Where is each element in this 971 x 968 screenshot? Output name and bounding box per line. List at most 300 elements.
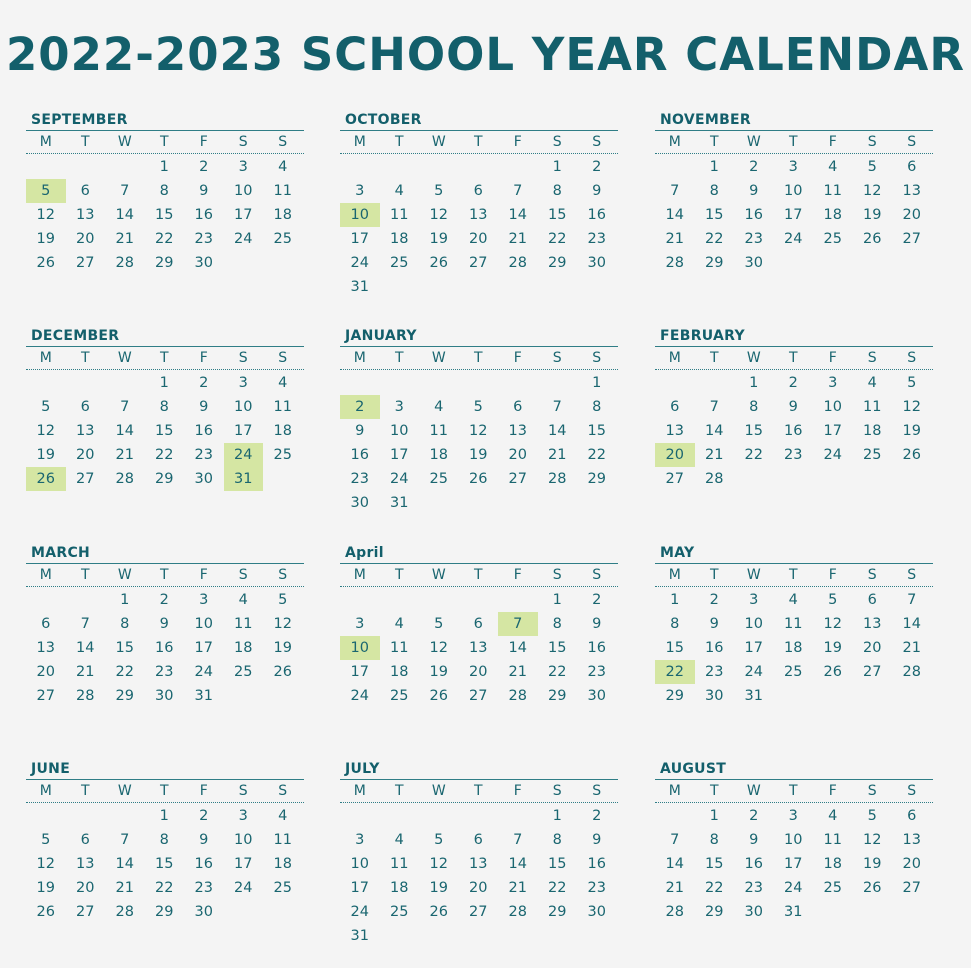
day-cell: 18 <box>863 423 882 439</box>
day-cell: 12 <box>823 616 842 632</box>
day-cell: 18 <box>784 640 803 656</box>
day-cell: 26 <box>36 904 55 920</box>
day-cell: 28 <box>548 471 567 487</box>
weekday-header <box>340 131 618 154</box>
day-cell: 27 <box>469 688 488 704</box>
day-cell: 26 <box>36 255 55 271</box>
day-cell: 5 <box>473 399 483 415</box>
day-cell: 3 <box>238 375 248 391</box>
highlighted-day-cell: 31 <box>224 467 264 491</box>
weekday-label: T <box>473 350 483 366</box>
day-cell: 27 <box>469 904 488 920</box>
day-cell: 8 <box>159 399 169 415</box>
day-cell: 21 <box>665 880 684 896</box>
day-cell: 16 <box>705 640 724 656</box>
day-cell: 10 <box>234 399 253 415</box>
day-cell: 5 <box>907 375 917 391</box>
day-cell: 2 <box>159 592 169 608</box>
day-cell: 2 <box>199 808 209 824</box>
day-cell: 16 <box>155 640 174 656</box>
day-cell: 5 <box>41 832 51 848</box>
weekday-label: S <box>907 783 917 799</box>
day-cell: 7 <box>120 832 130 848</box>
day-cell: 3 <box>355 616 365 632</box>
day-cell: 18 <box>823 207 842 223</box>
weekday-label: M <box>353 783 366 799</box>
day-cell: 11 <box>784 616 803 632</box>
day-cell: 1 <box>749 375 759 391</box>
days-grid <box>26 154 304 275</box>
day-cell: 11 <box>823 183 842 199</box>
day-cell: 15 <box>155 856 174 872</box>
day-cell: 13 <box>76 856 95 872</box>
empty-day-cell <box>340 588 380 612</box>
day-cell: 26 <box>863 880 882 896</box>
day-cell: 12 <box>863 183 882 199</box>
day-cell: 10 <box>390 423 409 439</box>
weekday-label: M <box>353 134 366 150</box>
day-cell: 17 <box>194 640 213 656</box>
day-cell: 18 <box>273 856 292 872</box>
weekday-label: F <box>199 567 208 583</box>
day-cell: 19 <box>863 856 882 872</box>
day-cell: 13 <box>76 207 95 223</box>
day-cell: 24 <box>350 904 369 920</box>
day-cell: 31 <box>744 688 763 704</box>
day-cell: 17 <box>744 640 763 656</box>
day-cell: 20 <box>508 447 527 463</box>
day-cell: 10 <box>784 832 803 848</box>
day-cell: 24 <box>784 231 803 247</box>
day-cell: 6 <box>473 183 483 199</box>
day-cell: 23 <box>784 447 803 463</box>
day-cell: 15 <box>155 207 174 223</box>
weekday-label: S <box>592 567 602 583</box>
weekday-label: F <box>199 350 208 366</box>
day-cell: 17 <box>823 423 842 439</box>
day-cell: 4 <box>867 375 877 391</box>
day-cell: 1 <box>670 592 680 608</box>
weekday-label: T <box>709 134 719 150</box>
month-march <box>26 544 304 708</box>
weekday-label: S <box>592 783 602 799</box>
day-cell: 30 <box>705 688 724 704</box>
month-name: MARCH <box>26 544 304 564</box>
weekday-label: W <box>746 350 761 366</box>
empty-day-cell <box>340 804 380 828</box>
day-cell: 28 <box>115 471 134 487</box>
day-cell: 8 <box>749 399 759 415</box>
day-cell: 11 <box>390 856 409 872</box>
day-cell: 16 <box>350 447 369 463</box>
day-cell: 16 <box>587 207 606 223</box>
day-cell: 1 <box>120 592 130 608</box>
weekday-label: S <box>278 567 288 583</box>
weekday-header <box>655 780 933 803</box>
weekday-label: T <box>80 134 90 150</box>
day-cell: 15 <box>548 207 567 223</box>
empty-day-cell <box>655 371 695 395</box>
day-cell: 11 <box>429 423 448 439</box>
weekday-label: T <box>788 134 798 150</box>
empty-day-cell <box>380 588 420 612</box>
day-cell: 1 <box>709 159 719 175</box>
day-cell: 19 <box>902 423 921 439</box>
day-cell: 24 <box>350 255 369 271</box>
weekday-label: S <box>907 350 917 366</box>
days-grid <box>655 803 933 924</box>
day-cell: 25 <box>273 231 292 247</box>
day-cell: 21 <box>902 640 921 656</box>
day-cell: 20 <box>469 664 488 680</box>
weekday-label: T <box>394 350 404 366</box>
day-cell: 3 <box>199 592 209 608</box>
day-cell: 23 <box>744 880 763 896</box>
day-cell: 9 <box>749 183 759 199</box>
weekday-label: F <box>828 134 837 150</box>
day-cell: 11 <box>390 207 409 223</box>
day-cell: 23 <box>155 664 174 680</box>
day-cell: 9 <box>749 832 759 848</box>
day-cell: 7 <box>552 399 562 415</box>
day-cell: 14 <box>665 207 684 223</box>
day-cell: 20 <box>902 856 921 872</box>
day-cell: 19 <box>469 447 488 463</box>
day-cell: 1 <box>552 592 562 608</box>
day-cell: 10 <box>744 616 763 632</box>
month-name: AUGUST <box>655 760 933 780</box>
day-cell: 3 <box>238 808 248 824</box>
day-cell: 28 <box>115 255 134 271</box>
day-cell: 27 <box>36 688 55 704</box>
day-cell: 27 <box>469 255 488 271</box>
day-cell: 15 <box>155 423 174 439</box>
weekday-label: W <box>746 783 761 799</box>
day-cell: 26 <box>273 664 292 680</box>
day-cell: 18 <box>273 207 292 223</box>
weekday-label: W <box>117 134 132 150</box>
days-grid <box>340 803 618 948</box>
day-cell: 6 <box>907 808 917 824</box>
day-cell: 16 <box>784 423 803 439</box>
day-cell: 31 <box>350 928 369 944</box>
weekday-label: T <box>394 134 404 150</box>
day-cell: 11 <box>234 616 253 632</box>
day-cell: 13 <box>469 640 488 656</box>
weekday-header <box>655 347 933 370</box>
day-cell: 22 <box>705 231 724 247</box>
weekday-label: T <box>159 350 169 366</box>
day-cell: 6 <box>80 399 90 415</box>
weekday-label: F <box>828 567 837 583</box>
day-cell: 23 <box>587 231 606 247</box>
day-cell: 12 <box>36 423 55 439</box>
weekday-label: T <box>394 783 404 799</box>
days-grid <box>26 803 304 924</box>
day-cell: 3 <box>394 399 404 415</box>
month-name: JULY <box>340 760 618 780</box>
day-cell: 19 <box>36 231 55 247</box>
day-cell: 5 <box>867 808 877 824</box>
day-cell: 31 <box>194 688 213 704</box>
weekday-header <box>655 131 933 154</box>
day-cell: 13 <box>902 183 921 199</box>
day-cell: 24 <box>390 471 409 487</box>
day-cell: 21 <box>115 231 134 247</box>
empty-day-cell <box>419 371 459 395</box>
weekday-header <box>26 564 304 587</box>
day-cell: 1 <box>159 808 169 824</box>
weekday-label: F <box>828 350 837 366</box>
day-cell: 7 <box>907 592 917 608</box>
day-cell: 25 <box>273 447 292 463</box>
empty-day-cell <box>26 155 66 179</box>
day-cell: 13 <box>36 640 55 656</box>
weekday-header <box>26 347 304 370</box>
days-grid <box>655 587 933 708</box>
weekday-label: M <box>668 350 681 366</box>
day-cell: 21 <box>508 880 527 896</box>
day-cell: 19 <box>863 207 882 223</box>
days-grid <box>340 587 618 708</box>
empty-day-cell <box>419 588 459 612</box>
day-cell: 19 <box>823 640 842 656</box>
empty-day-cell <box>105 155 145 179</box>
days-grid <box>340 370 618 515</box>
day-cell: 20 <box>76 880 95 896</box>
day-cell: 25 <box>390 688 409 704</box>
empty-day-cell <box>498 804 538 828</box>
day-cell: 18 <box>390 231 409 247</box>
day-cell: 23 <box>744 231 763 247</box>
day-cell: 12 <box>863 832 882 848</box>
day-cell: 21 <box>705 447 724 463</box>
day-cell: 21 <box>508 664 527 680</box>
day-cell: 12 <box>902 399 921 415</box>
day-cell: 27 <box>508 471 527 487</box>
day-cell: 14 <box>115 423 134 439</box>
day-cell: 24 <box>784 880 803 896</box>
day-cell: 22 <box>705 880 724 896</box>
day-cell: 25 <box>234 664 253 680</box>
day-cell: 28 <box>115 904 134 920</box>
weekday-label: T <box>788 783 798 799</box>
day-cell: 8 <box>709 832 719 848</box>
day-cell: 2 <box>199 375 209 391</box>
day-cell: 3 <box>749 592 759 608</box>
day-cell: 23 <box>194 880 213 896</box>
days-grid <box>26 587 304 708</box>
day-cell: 19 <box>36 447 55 463</box>
month-january <box>340 327 618 515</box>
day-cell: 18 <box>234 640 253 656</box>
day-cell: 3 <box>355 832 365 848</box>
empty-day-cell <box>419 155 459 179</box>
empty-day-cell <box>26 371 66 395</box>
weekday-label: W <box>117 783 132 799</box>
day-cell: 6 <box>80 183 90 199</box>
weekday-label: F <box>513 134 522 150</box>
day-cell: 30 <box>744 255 763 271</box>
day-cell: 16 <box>194 856 213 872</box>
day-cell: 19 <box>429 664 448 680</box>
empty-day-cell <box>655 804 695 828</box>
day-cell: 12 <box>429 856 448 872</box>
day-cell: 26 <box>429 904 448 920</box>
day-cell: 18 <box>273 423 292 439</box>
weekday-label: M <box>39 783 52 799</box>
day-cell: 2 <box>592 592 602 608</box>
day-cell: 11 <box>273 183 292 199</box>
highlighted-day-cell: 2 <box>340 395 380 419</box>
month-november <box>655 111 933 275</box>
day-cell: 4 <box>434 399 444 415</box>
day-cell: 5 <box>434 616 444 632</box>
weekday-header <box>340 564 618 587</box>
empty-day-cell <box>380 155 420 179</box>
day-cell: 22 <box>155 231 174 247</box>
day-cell: 14 <box>115 856 134 872</box>
day-cell: 28 <box>508 688 527 704</box>
day-cell: 2 <box>749 808 759 824</box>
day-cell: 16 <box>744 856 763 872</box>
month-august <box>655 760 933 924</box>
day-cell: 28 <box>665 904 684 920</box>
day-cell: 23 <box>705 664 724 680</box>
day-cell: 27 <box>76 904 95 920</box>
day-cell: 8 <box>159 183 169 199</box>
weekday-label: W <box>746 567 761 583</box>
month-september <box>26 111 304 275</box>
day-cell: 1 <box>592 375 602 391</box>
day-cell: 9 <box>788 399 798 415</box>
empty-day-cell <box>695 371 735 395</box>
day-cell: 29 <box>155 904 174 920</box>
day-cell: 10 <box>234 183 253 199</box>
day-cell: 4 <box>394 616 404 632</box>
empty-day-cell <box>459 371 499 395</box>
day-cell: 21 <box>115 447 134 463</box>
highlighted-day-cell: 20 <box>655 443 695 467</box>
day-cell: 20 <box>469 231 488 247</box>
empty-day-cell <box>66 155 106 179</box>
weekday-label: M <box>353 350 366 366</box>
day-cell: 20 <box>76 231 95 247</box>
day-cell: 8 <box>709 183 719 199</box>
empty-day-cell <box>340 371 380 395</box>
day-cell: 5 <box>434 183 444 199</box>
day-cell: 9 <box>355 423 365 439</box>
day-cell: 2 <box>749 159 759 175</box>
empty-day-cell <box>380 804 420 828</box>
day-cell: 16 <box>587 856 606 872</box>
weekday-label: W <box>117 567 132 583</box>
day-cell: 5 <box>278 592 288 608</box>
day-cell: 29 <box>548 904 567 920</box>
day-cell: 16 <box>194 423 213 439</box>
day-cell: 21 <box>508 231 527 247</box>
day-cell: 4 <box>278 808 288 824</box>
day-cell: 20 <box>902 207 921 223</box>
weekday-label: S <box>552 783 562 799</box>
month-name: OCTOBER <box>340 111 618 131</box>
day-cell: 5 <box>867 159 877 175</box>
day-cell: 9 <box>709 616 719 632</box>
day-cell: 7 <box>670 832 680 848</box>
day-cell: 17 <box>350 664 369 680</box>
day-cell: 7 <box>513 183 523 199</box>
weekday-label: W <box>431 567 446 583</box>
day-cell: 22 <box>548 880 567 896</box>
day-cell: 4 <box>394 832 404 848</box>
day-cell: 29 <box>587 471 606 487</box>
empty-day-cell <box>66 588 106 612</box>
day-cell: 17 <box>350 231 369 247</box>
day-cell: 23 <box>194 447 213 463</box>
day-cell: 29 <box>548 255 567 271</box>
day-cell: 11 <box>863 399 882 415</box>
day-cell: 2 <box>788 375 798 391</box>
day-cell: 2 <box>592 808 602 824</box>
weekday-label: T <box>80 567 90 583</box>
day-cell: 30 <box>350 495 369 511</box>
day-cell: 17 <box>784 856 803 872</box>
day-cell: 12 <box>273 616 292 632</box>
day-cell: 30 <box>744 904 763 920</box>
day-cell: 14 <box>76 640 95 656</box>
day-cell: 27 <box>863 664 882 680</box>
day-cell: 17 <box>234 207 253 223</box>
day-cell: 28 <box>665 255 684 271</box>
weekday-label: M <box>668 567 681 583</box>
weekday-label: S <box>867 783 877 799</box>
day-cell: 10 <box>823 399 842 415</box>
month-name: JUNE <box>26 760 304 780</box>
day-cell: 8 <box>159 832 169 848</box>
day-cell: 3 <box>355 183 365 199</box>
day-cell: 8 <box>552 616 562 632</box>
weekday-label: F <box>513 350 522 366</box>
month-name: NOVEMBER <box>655 111 933 131</box>
month-name: FEBRUARY <box>655 327 933 347</box>
day-cell: 4 <box>278 159 288 175</box>
day-cell: 27 <box>902 880 921 896</box>
day-cell: 10 <box>194 616 213 632</box>
weekday-label: W <box>746 134 761 150</box>
weekday-label: M <box>39 567 52 583</box>
weekday-label: T <box>788 350 798 366</box>
weekday-label: S <box>907 567 917 583</box>
day-cell: 5 <box>434 832 444 848</box>
day-cell: 24 <box>194 664 213 680</box>
day-cell: 5 <box>828 592 838 608</box>
highlighted-day-cell: 10 <box>340 636 380 660</box>
day-cell: 23 <box>587 880 606 896</box>
month-name: DECEMBER <box>26 327 304 347</box>
day-cell: 21 <box>548 447 567 463</box>
day-cell: 19 <box>36 880 55 896</box>
empty-day-cell <box>538 371 578 395</box>
highlighted-day-cell: 5 <box>26 179 66 203</box>
day-cell: 18 <box>390 880 409 896</box>
day-cell: 11 <box>390 640 409 656</box>
day-cell: 19 <box>273 640 292 656</box>
day-cell: 1 <box>159 375 169 391</box>
day-cell: 29 <box>705 904 724 920</box>
day-cell: 25 <box>784 664 803 680</box>
day-cell: 7 <box>670 183 680 199</box>
day-cell: 15 <box>705 207 724 223</box>
